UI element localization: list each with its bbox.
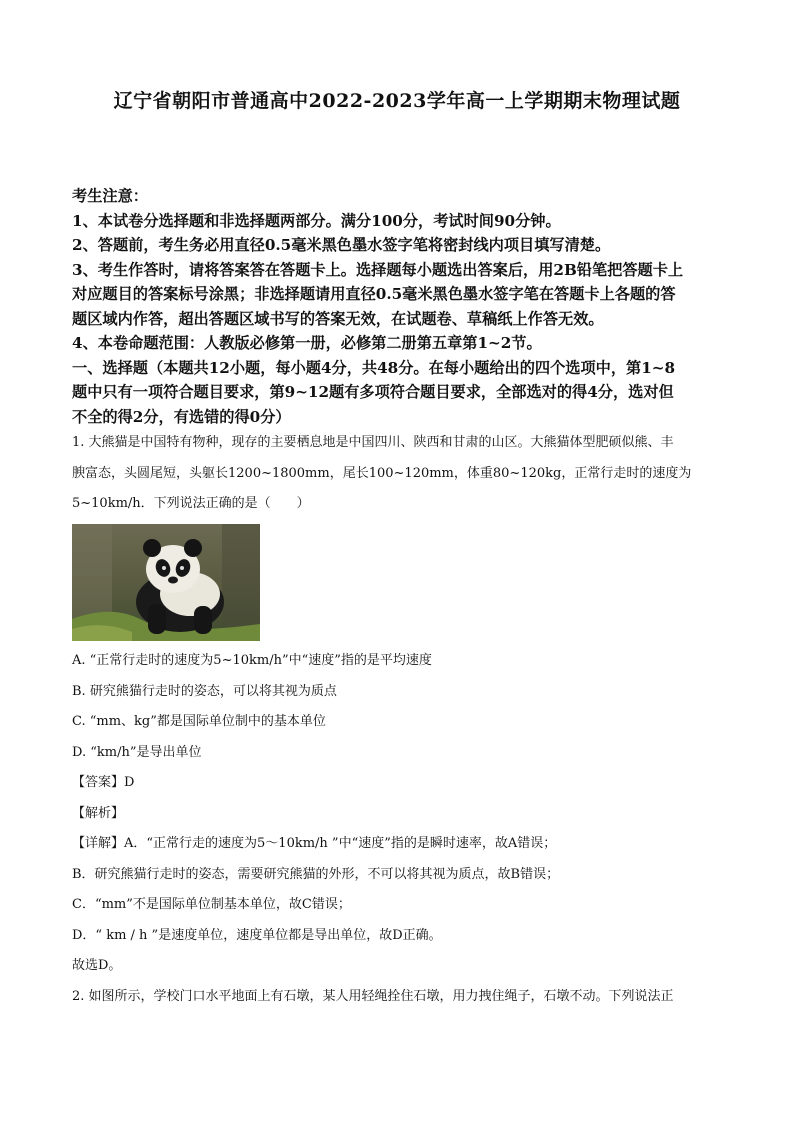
detail-line: 【详解】A．“正常行走的速度为5～10km/h ”中“速度”指的是瞬时速率，故A错误；	[72, 836, 557, 851]
analysis-label: 【解析】	[72, 805, 125, 821]
answer-line	[72, 768, 722, 799]
question-1-options	[72, 646, 722, 1012]
question-1-stem	[72, 428, 722, 520]
notes-line: 3、考生作答时，请将答案答在答题卡上。选择题每小题选出答案后，用2B铅笔把答题卡上	[72, 260, 684, 279]
detail-line: 故选D。	[72, 958, 122, 973]
answer-value: D	[124, 775, 135, 790]
detail-line: D．“ km / h ”是速度单位，速度单位都是导出单位，故D正确。	[72, 927, 442, 943]
option-b: B. 研究熊猫行走时的姿态，可以将其视为质点	[72, 683, 337, 699]
option-d: D. “km/h”是导出单位	[72, 744, 202, 760]
question-stem-line: 5~10km/h．下列说法正确的是（ ）	[72, 496, 310, 511]
notes-line: 4、本卷命题范围：人教版必修第一册，必修第二册第五章第1~2节。	[72, 334, 542, 352]
notes-line: 题区域内作答，超出答题区域书写的答案无效，在试题卷、草稿纸上作答无效。	[72, 309, 604, 328]
section-heading-line: 不全的得2分，有选错的得0分）	[72, 407, 291, 426]
section-heading-line: 题中只有一项符合题目要求，第9~12题有多项符合题目要求，全部选对的得4分，选对但	[72, 383, 674, 401]
notes-line: 1、本试卷分选择题和非选择题两部分。满分100分，考试时间90分钟。	[72, 211, 561, 230]
notes-line: 考生注意：	[72, 187, 148, 205]
exam-instructions	[72, 184, 726, 429]
question-2-stem: 2. 如图所示，学校门口水平地面上有石墩，某人用轻绳拴住石墩，用力拽住绳子，石墩不动。下列说法正	[72, 988, 674, 1004]
answer-label: 【答案】	[72, 775, 125, 790]
section-heading-line: 一、选择题（本题共12小题，每小题4分，共48分。在每小题给出的四个选项中，第1~8	[72, 358, 676, 377]
question-stem-line: 1. 大熊猫是中国特有物种，现存的主要栖息地是中国四川、陕西和甘肃的山区。大熊猫体型肥硕似熊、丰	[72, 435, 674, 450]
question-stem-line: 腴富态，头圆尾短，头躯长1200~1800mm，尾长100~120mm，体重80~120kg，正常行走时的速度为	[72, 465, 692, 481]
option-a: A. “正常行走时的速度为5~10km/h”中“速度”指的是平均速度	[72, 653, 432, 668]
page-title: 辽宁省朝阳市普通高中2022-2023学年高一上学期期末物理试题	[113, 90, 681, 112]
notes-line: 2、答题前，考生务必用直径0.5毫米黑色墨水签字笔将密封线内项目填写清楚。	[72, 236, 611, 254]
notes-line: 对应题目的答案标号涂黑；非选择题请用直径0.5毫米黑色墨水签字笔在答题卡上各题的答	[72, 285, 676, 303]
panda-photo-icon	[72, 524, 260, 641]
option-c: C. “mm、kg”都是国际单位制中的基本单位	[72, 714, 326, 729]
detail-line: B．研究熊猫行走时的姿态，需要研究熊猫的外形，不可以将其视为质点，故B错误；	[72, 866, 560, 882]
detail-line: C．“mm”不是国际单位制基本单位，故C错误；	[72, 897, 351, 912]
